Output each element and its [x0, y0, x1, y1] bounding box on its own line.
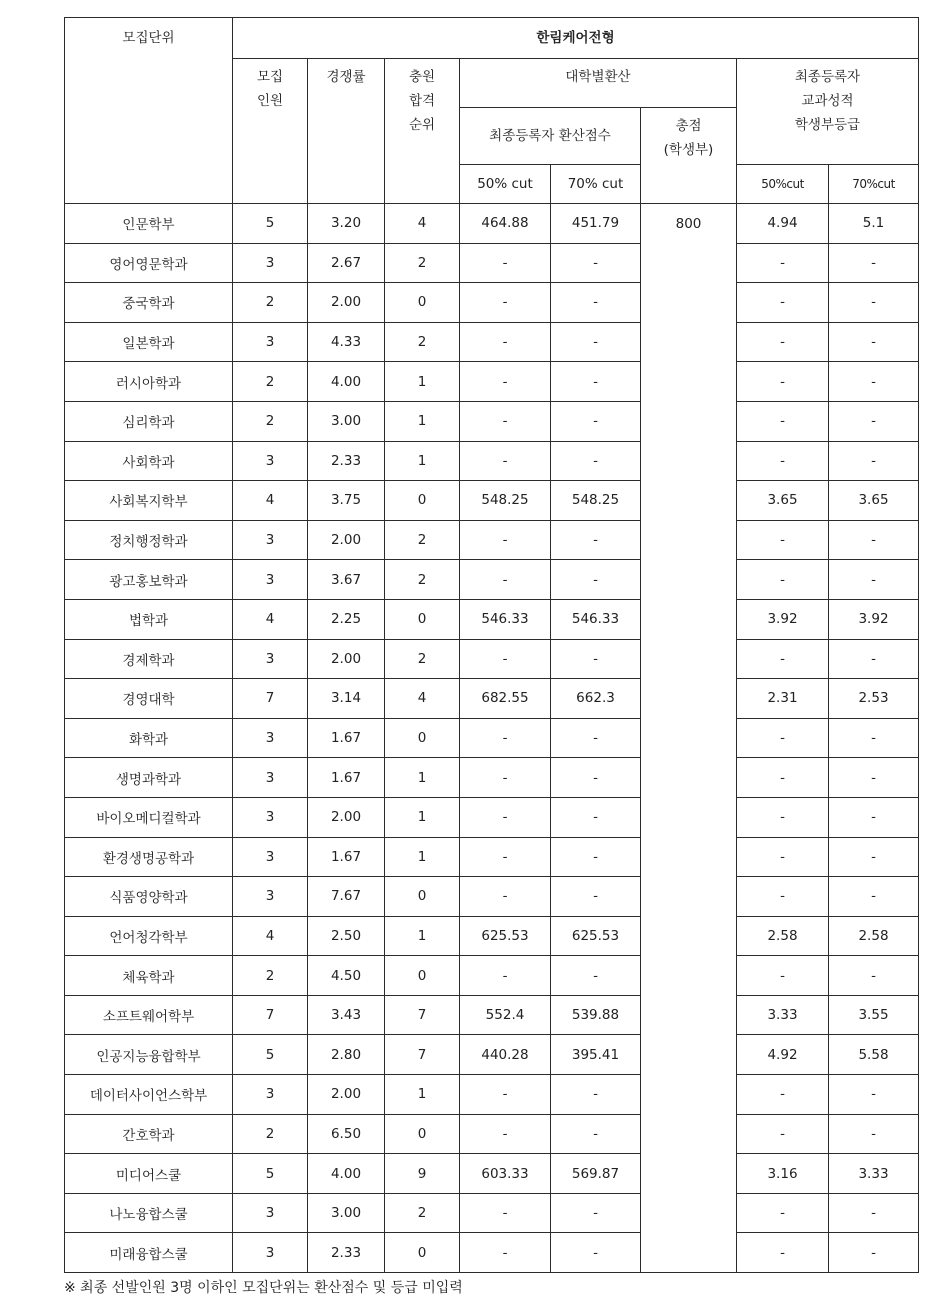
cell-score-cut50: 682.55 [460, 679, 551, 719]
cell-grade-cut50: 3.92 [737, 599, 829, 639]
cell-recruit: 2 [233, 283, 308, 323]
cell-grade-cut50: 4.94 [737, 204, 829, 244]
cell-score-cut50: - [460, 243, 551, 283]
cell-unit: 생명과학과 [65, 758, 233, 798]
cell-grade-cut50: 3.16 [737, 1154, 829, 1194]
cell-rank: 0 [385, 956, 460, 996]
cell-unit: 나노융합스쿨 [65, 1193, 233, 1233]
cell-ratio: 3.00 [308, 1193, 385, 1233]
cell-score-cut50: - [460, 1193, 551, 1233]
cell-unit: 데이터사이언스학부 [65, 1075, 233, 1115]
cell-score-cut70: - [551, 877, 641, 917]
cell-unit: 정치행정학과 [65, 520, 233, 560]
cell-grade-cut50: - [737, 1075, 829, 1115]
admission-results-table-container [64, 17, 918, 1273]
cell-score-cut50: - [460, 718, 551, 758]
cell-grade-cut70: 2.53 [829, 679, 919, 719]
cell-score-cut70: - [551, 1114, 641, 1154]
cell-recruit: 4 [233, 599, 308, 639]
cell-unit: 광고홍보학과 [65, 560, 233, 600]
cell-rank: 2 [385, 322, 460, 362]
cell-recruit: 2 [233, 956, 308, 996]
cell-score-cut70: - [551, 1075, 641, 1115]
cell-score-cut50: - [460, 797, 551, 837]
cell-grade-cut50: - [737, 877, 829, 917]
header-rank-text: 충원 합격 순위 [408, 69, 436, 133]
cell-recruit: 2 [233, 362, 308, 402]
cell-ratio: 7.67 [308, 877, 385, 917]
cell-recruit: 3 [233, 243, 308, 283]
cell-score-cut70: - [551, 1233, 641, 1273]
cell-score-cut70: - [551, 837, 641, 877]
table-row [65, 639, 919, 679]
cell-recruit: 3 [233, 639, 308, 679]
table-row [65, 1233, 919, 1273]
table-row [65, 560, 919, 600]
cell-score-cut70: 539.88 [551, 995, 641, 1035]
admission-results-table [64, 17, 919, 1273]
cell-recruit: 4 [233, 916, 308, 956]
header-grade-cut70: 70%cut [829, 165, 919, 204]
cell-recruit: 3 [233, 877, 308, 917]
cell-grade-cut50: - [737, 322, 829, 362]
cell-recruit: 3 [233, 718, 308, 758]
cell-ratio: 3.43 [308, 995, 385, 1035]
cell-score-cut50: 603.33 [460, 1154, 551, 1194]
cell-rank: 2 [385, 520, 460, 560]
cell-recruit: 4 [233, 481, 308, 521]
cell-rank: 1 [385, 401, 460, 441]
cell-score-cut70: - [551, 560, 641, 600]
cell-grade-cut70: - [829, 758, 919, 798]
cell-score-cut50: 625.53 [460, 916, 551, 956]
cell-score-cut70: 569.87 [551, 1154, 641, 1194]
cell-ratio: 4.00 [308, 1154, 385, 1194]
cell-unit: 법학과 [65, 599, 233, 639]
cell-score-cut70: 451.79 [551, 204, 641, 244]
cell-score-cut70: - [551, 1193, 641, 1233]
cell-unit: 미디어스쿨 [65, 1154, 233, 1194]
cell-rank: 0 [385, 481, 460, 521]
cell-unit: 소프트웨어학부 [65, 995, 233, 1035]
cell-rank: 0 [385, 283, 460, 323]
cell-recruit: 3 [233, 441, 308, 481]
cell-ratio: 2.25 [308, 599, 385, 639]
cell-ratio: 2.00 [308, 520, 385, 560]
cell-grade-cut50: - [737, 797, 829, 837]
table-row [65, 1193, 919, 1233]
cell-recruit: 3 [233, 560, 308, 600]
cell-grade-cut50: 2.31 [737, 679, 829, 719]
cell-grade-cut50: - [737, 758, 829, 798]
cell-score-cut70: - [551, 362, 641, 402]
cell-ratio: 1.67 [308, 837, 385, 877]
table-body [65, 204, 919, 1273]
cell-ratio: 2.50 [308, 916, 385, 956]
table-row [65, 718, 919, 758]
cell-ratio: 2.00 [308, 639, 385, 679]
cell-unit: 간호학과 [65, 1114, 233, 1154]
cell-grade-cut50: - [737, 283, 829, 323]
cell-rank: 1 [385, 441, 460, 481]
cell-unit: 사회학과 [65, 441, 233, 481]
cell-grade-cut50: - [737, 362, 829, 402]
cell-ratio: 3.75 [308, 481, 385, 521]
header-grade-group [737, 59, 919, 165]
cell-rank: 2 [385, 639, 460, 679]
cell-score-cut70: 548.25 [551, 481, 641, 521]
cell-grade-cut50: - [737, 441, 829, 481]
cell-score-cut50: 552.4 [460, 995, 551, 1035]
cell-ratio: 6.50 [308, 1114, 385, 1154]
cell-unit: 미래융합스쿨 [65, 1233, 233, 1273]
table-row [65, 797, 919, 837]
cell-rank: 4 [385, 204, 460, 244]
header-rank [385, 59, 460, 204]
cell-ratio: 2.00 [308, 797, 385, 837]
cell-score-cut70: - [551, 758, 641, 798]
cell-recruit: 5 [233, 204, 308, 244]
cell-recruit: 2 [233, 1114, 308, 1154]
cell-unit: 경영대학 [65, 679, 233, 719]
table-row [65, 1035, 919, 1075]
cell-ratio: 2.67 [308, 243, 385, 283]
cell-ratio: 4.33 [308, 322, 385, 362]
cell-grade-cut70: - [829, 718, 919, 758]
header-grade-cut50: 50%cut [737, 165, 829, 204]
cell-rank: 1 [385, 758, 460, 798]
table-row [65, 837, 919, 877]
cell-ratio: 3.14 [308, 679, 385, 719]
cell-grade-cut70: - [829, 877, 919, 917]
cell-unit: 바이오메디컬학과 [65, 797, 233, 837]
cell-grade-cut50: 4.92 [737, 1035, 829, 1075]
cell-rank: 4 [385, 679, 460, 719]
table-row [65, 362, 919, 402]
cell-grade-cut50: - [737, 560, 829, 600]
table-row [65, 1075, 919, 1115]
cell-score-cut50: - [460, 283, 551, 323]
cell-score-cut50: 464.88 [460, 204, 551, 244]
cell-score-cut50: - [460, 322, 551, 362]
cell-score-cut50: 548.25 [460, 481, 551, 521]
cell-rank: 0 [385, 718, 460, 758]
cell-unit: 러시아학과 [65, 362, 233, 402]
cell-rank: 0 [385, 599, 460, 639]
cell-ratio: 1.67 [308, 758, 385, 798]
table-row [65, 956, 919, 996]
cell-rank: 9 [385, 1154, 460, 1194]
header-program: 한림케어전형 [233, 18, 919, 59]
cell-grade-cut70: 3.33 [829, 1154, 919, 1194]
cell-grade-cut50: 3.65 [737, 481, 829, 521]
cell-grade-cut70: - [829, 837, 919, 877]
cell-recruit: 3 [233, 1193, 308, 1233]
cell-grade-cut70: 3.65 [829, 481, 919, 521]
cell-grade-cut50: - [737, 401, 829, 441]
cell-rank: 2 [385, 1193, 460, 1233]
cell-unit: 인공지능융합학부 [65, 1035, 233, 1075]
cell-unit: 언어청각학부 [65, 916, 233, 956]
cell-score-cut50: - [460, 1114, 551, 1154]
cell-score-cut70: - [551, 322, 641, 362]
cell-ratio: 3.00 [308, 401, 385, 441]
cell-recruit: 3 [233, 1075, 308, 1115]
cell-grade-cut50: - [737, 1233, 829, 1273]
cell-total: 800 [641, 204, 737, 1273]
cell-ratio: 4.00 [308, 362, 385, 402]
cell-rank: 1 [385, 362, 460, 402]
cell-grade-cut50: - [737, 837, 829, 877]
cell-grade-cut50: - [737, 718, 829, 758]
cell-rank: 0 [385, 877, 460, 917]
cell-ratio: 2.33 [308, 441, 385, 481]
cell-grade-cut50: - [737, 243, 829, 283]
cell-score-cut50: - [460, 1233, 551, 1273]
cell-recruit: 5 [233, 1154, 308, 1194]
cell-score-cut50: - [460, 639, 551, 679]
cell-score-cut70: - [551, 718, 641, 758]
cell-unit: 인문학부 [65, 204, 233, 244]
table-row [65, 1114, 919, 1154]
header-conversion-group: 대학별환산 [460, 59, 737, 108]
header-grade-group-text: 최종등록자 교과성적 학생부등급 [794, 69, 861, 133]
cell-score-cut70: 662.3 [551, 679, 641, 719]
cell-grade-cut70: - [829, 362, 919, 402]
cell-unit: 심리학과 [65, 401, 233, 441]
cell-grade-cut70: - [829, 243, 919, 283]
cell-score-cut70: - [551, 243, 641, 283]
cell-grade-cut50: - [737, 1114, 829, 1154]
cell-unit: 체육학과 [65, 956, 233, 996]
cell-score-cut50: 546.33 [460, 599, 551, 639]
table-row [65, 401, 919, 441]
cell-recruit: 2 [233, 401, 308, 441]
header-ratio: 경쟁률 [308, 59, 385, 204]
header-recruit [233, 59, 308, 204]
cell-unit: 중국학과 [65, 283, 233, 323]
table-row [65, 520, 919, 560]
cell-score-cut70: 546.33 [551, 599, 641, 639]
cell-score-cut50: 440.28 [460, 1035, 551, 1075]
cell-score-cut50: - [460, 520, 551, 560]
table-row [65, 679, 919, 719]
header-conversion-final: 최종등록자 환산점수 [460, 108, 641, 165]
cell-unit: 환경생명공학과 [65, 837, 233, 877]
cell-grade-cut50: 3.33 [737, 995, 829, 1035]
header-score-cut50: 50% cut [460, 165, 551, 204]
cell-score-cut50: - [460, 362, 551, 402]
cell-grade-cut50: - [737, 639, 829, 679]
table-row [65, 995, 919, 1035]
cell-recruit: 3 [233, 1233, 308, 1273]
cell-unit: 일본학과 [65, 322, 233, 362]
cell-unit: 경제학과 [65, 639, 233, 679]
cell-ratio: 4.50 [308, 956, 385, 996]
cell-grade-cut70: - [829, 1193, 919, 1233]
cell-unit: 식품영양학과 [65, 877, 233, 917]
cell-grade-cut70: - [829, 956, 919, 996]
cell-ratio: 1.67 [308, 718, 385, 758]
table-row [65, 877, 919, 917]
cell-grade-cut50: - [737, 520, 829, 560]
header-unit: 모집단위 [65, 18, 233, 204]
cell-rank: 7 [385, 1035, 460, 1075]
table-row [65, 481, 919, 521]
cell-recruit: 7 [233, 995, 308, 1035]
table-row [65, 441, 919, 481]
cell-ratio: 3.67 [308, 560, 385, 600]
cell-rank: 1 [385, 1075, 460, 1115]
cell-rank: 1 [385, 837, 460, 877]
cell-recruit: 3 [233, 322, 308, 362]
cell-recruit: 7 [233, 679, 308, 719]
cell-ratio: 2.80 [308, 1035, 385, 1075]
table-row [65, 204, 919, 244]
table-row [65, 243, 919, 283]
cell-grade-cut70: 3.92 [829, 599, 919, 639]
cell-grade-cut70: - [829, 322, 919, 362]
header-recruit-text: 모집 인원 [256, 69, 284, 109]
cell-grade-cut70: - [829, 401, 919, 441]
cell-grade-cut50: 2.58 [737, 916, 829, 956]
cell-unit: 사회복지학부 [65, 481, 233, 521]
header-total-text: 총점 (학생부) [663, 118, 714, 158]
cell-score-cut50: - [460, 1075, 551, 1115]
table-row [65, 599, 919, 639]
cell-ratio: 3.20 [308, 204, 385, 244]
cell-rank: 7 [385, 995, 460, 1035]
table-row [65, 758, 919, 798]
cell-recruit: 3 [233, 520, 308, 560]
cell-score-cut50: - [460, 837, 551, 877]
cell-grade-cut70: 5.1 [829, 204, 919, 244]
cell-score-cut70: - [551, 956, 641, 996]
footnote: ※ 최종 선발인원 3명 이하인 모집단위는 환산점수 및 등급 미입력 [64, 1280, 463, 1296]
cell-rank: 0 [385, 1114, 460, 1154]
header-total [641, 108, 737, 204]
cell-recruit: 5 [233, 1035, 308, 1075]
cell-score-cut50: - [460, 560, 551, 600]
cell-grade-cut70: - [829, 797, 919, 837]
cell-grade-cut70: - [829, 441, 919, 481]
cell-score-cut50: - [460, 758, 551, 798]
cell-grade-cut50: - [737, 1193, 829, 1233]
cell-recruit: 3 [233, 797, 308, 837]
cell-ratio: 2.00 [308, 283, 385, 323]
cell-unit: 화학과 [65, 718, 233, 758]
table-row [65, 1154, 919, 1194]
cell-grade-cut70: 5.58 [829, 1035, 919, 1075]
table-row [65, 916, 919, 956]
cell-rank: 2 [385, 560, 460, 600]
cell-ratio: 2.00 [308, 1075, 385, 1115]
cell-grade-cut50: - [737, 956, 829, 996]
cell-grade-cut70: - [829, 639, 919, 679]
cell-unit: 영어영문학과 [65, 243, 233, 283]
cell-recruit: 3 [233, 758, 308, 798]
cell-rank: 0 [385, 1233, 460, 1273]
table-row [65, 322, 919, 362]
cell-score-cut70: - [551, 797, 641, 837]
cell-score-cut70: - [551, 401, 641, 441]
cell-score-cut50: - [460, 956, 551, 996]
cell-grade-cut70: - [829, 1114, 919, 1154]
cell-score-cut70: - [551, 283, 641, 323]
cell-score-cut70: 395.41 [551, 1035, 641, 1075]
cell-ratio: 2.33 [308, 1233, 385, 1273]
cell-score-cut70: - [551, 441, 641, 481]
cell-grade-cut70: 2.58 [829, 916, 919, 956]
cell-score-cut50: - [460, 877, 551, 917]
table-row [65, 283, 919, 323]
cell-recruit: 3 [233, 837, 308, 877]
cell-grade-cut70: - [829, 560, 919, 600]
cell-grade-cut70: - [829, 1075, 919, 1115]
cell-rank: 1 [385, 797, 460, 837]
cell-grade-cut70: - [829, 283, 919, 323]
header-score-cut70: 70% cut [551, 165, 641, 204]
cell-grade-cut70: - [829, 1233, 919, 1273]
cell-rank: 2 [385, 243, 460, 283]
cell-grade-cut70: - [829, 520, 919, 560]
cell-rank: 1 [385, 916, 460, 956]
cell-score-cut50: - [460, 401, 551, 441]
cell-score-cut70: 625.53 [551, 916, 641, 956]
cell-score-cut70: - [551, 520, 641, 560]
cell-grade-cut70: 3.55 [829, 995, 919, 1035]
cell-score-cut70: - [551, 639, 641, 679]
cell-score-cut50: - [460, 441, 551, 481]
